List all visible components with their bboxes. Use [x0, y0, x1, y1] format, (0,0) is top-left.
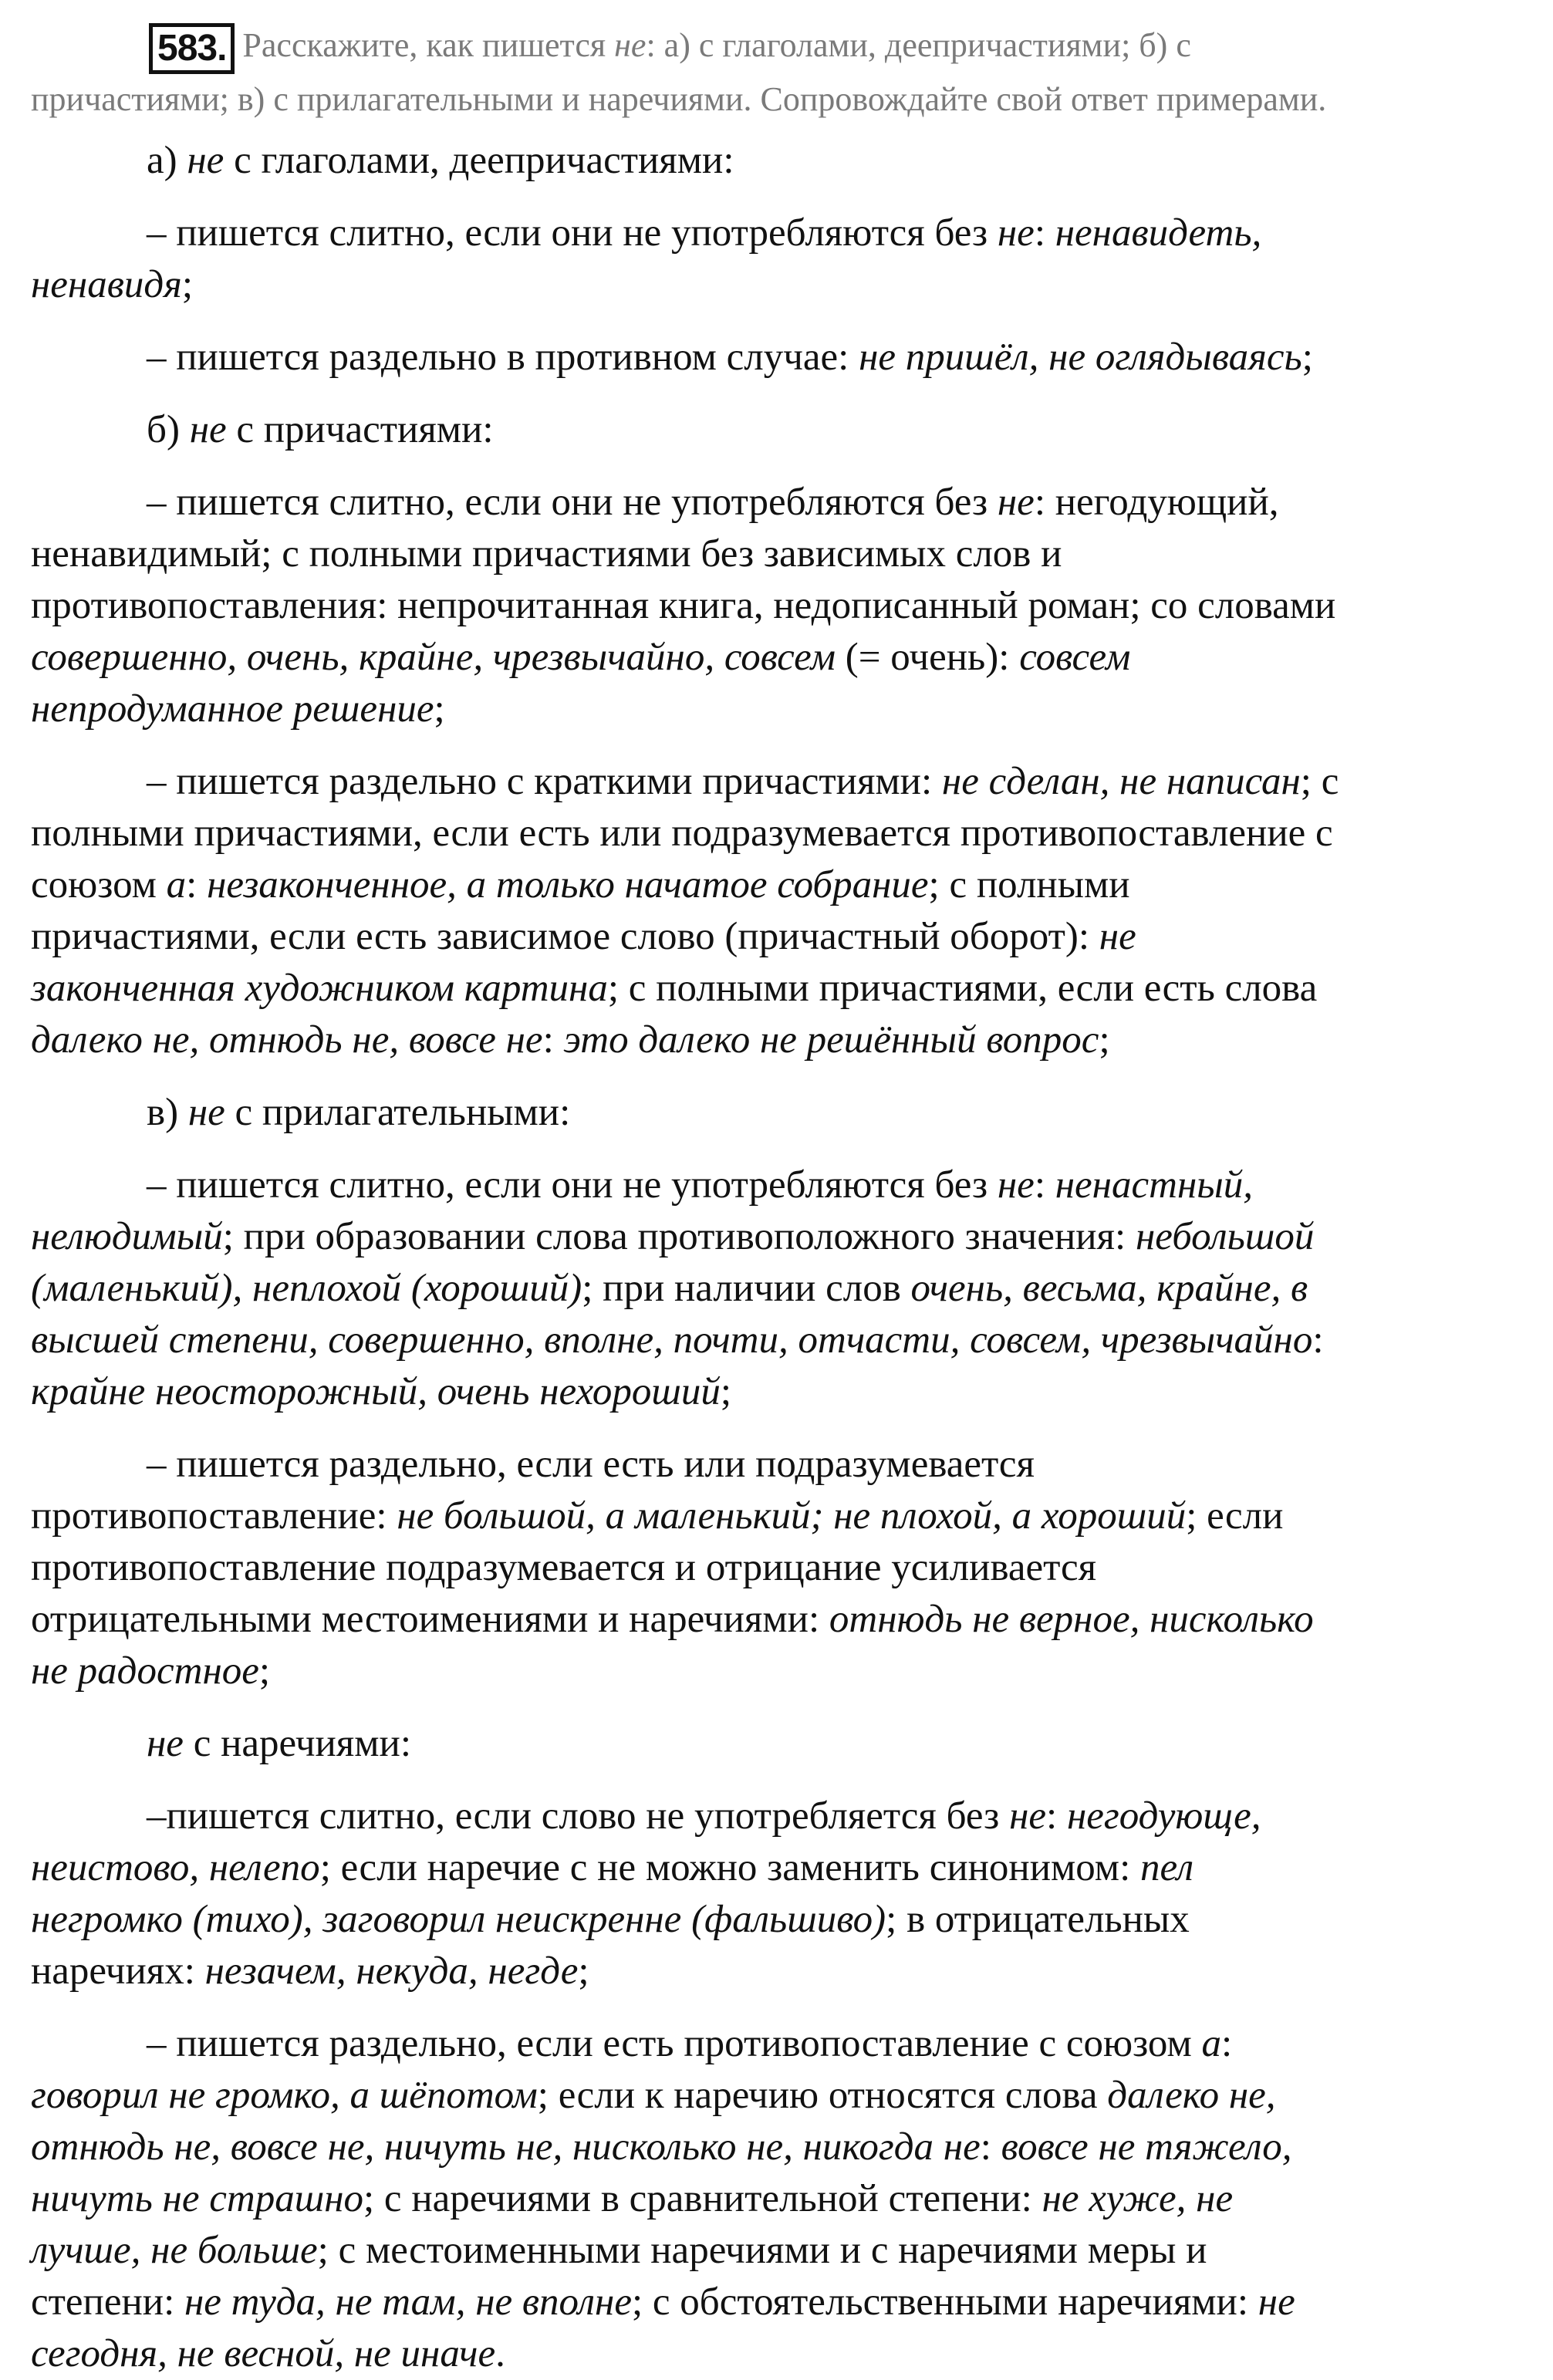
example-italic: высшей степени, совершенно, вполне, почти, отчасти, совсем, чрезвычайно	[31, 1318, 1313, 1362]
exercise-number: 583.	[149, 23, 235, 74]
text-segment: ; с наречиями в сравнительной степени:	[363, 2177, 1042, 2220]
text-segment: а)	[147, 139, 187, 182]
text-line	[31, 1718, 1543, 1770]
example-italic: законченная художником картина	[31, 967, 608, 1010]
text-segment: : а) с глаголами, деепричастиями; б) с	[646, 26, 1191, 64]
example-italic: отнюдь не верное, нисколько	[829, 1598, 1314, 1641]
text-segment: : негодующий,	[1034, 481, 1279, 524]
text-segment: ; при наличии слов	[582, 1267, 911, 1310]
text-line	[31, 2173, 1543, 2225]
text-segment: отрицательными местоимениями и наречиями:	[31, 1598, 829, 1641]
text-line	[31, 259, 1543, 311]
text-segment: ;	[434, 687, 445, 731]
exercise-task	[31, 17, 1543, 124]
text-segment: союзом	[31, 863, 167, 906]
text-line	[31, 963, 1543, 1014]
text-segment: – пишется слитно, если они не употребляются без	[147, 1163, 998, 1207]
example-italic: незачем, некуда, негде	[204, 1950, 579, 1993]
text-segment: ненавидимый; с полными причастиями без зависимых слов и	[31, 532, 1062, 576]
text-segment: наречиях:	[31, 1950, 205, 1993]
text-line	[31, 1946, 1543, 1997]
text-line	[31, 2122, 1543, 2173]
text-line	[31, 135, 1543, 187]
example-italic: говорил не громко, а шёпотом	[31, 2074, 538, 2117]
answer-text	[31, 135, 1543, 2380]
text-segment: ;	[181, 263, 194, 306]
text-line	[31, 2070, 1543, 2122]
example-italic: а	[1201, 2022, 1221, 2065]
paragraph	[31, 332, 1543, 383]
text-line	[31, 2328, 1543, 2380]
example-italic: далеко не, отнюдь не, вовсе не	[31, 1018, 543, 1062]
text-segment: противопоставление подразумевается и отрицание усиливается	[31, 1546, 1097, 1589]
example-italic: не	[997, 1163, 1035, 1207]
text-segment: ;	[578, 1950, 589, 1993]
text-line	[31, 1366, 1543, 1418]
text-line	[31, 911, 1543, 963]
example-italic: далеко не,	[1107, 2074, 1276, 2117]
text-line	[31, 1315, 1543, 1366]
example-italic: ничуть не страшно	[31, 2177, 364, 2220]
example-italic: не хуже, не	[1042, 2177, 1234, 2220]
text-line	[31, 632, 1543, 684]
text-line	[31, 1211, 1543, 1263]
example-italic: ненастный,	[1055, 1163, 1254, 1207]
paragraph	[31, 1791, 1543, 1997]
text-segment: – пишется слитно, если они не употребляются без	[147, 211, 998, 255]
text-segment: :	[1034, 211, 1055, 255]
text-segment: степени:	[31, 2280, 184, 2324]
text-segment: ; с полными причастиями, если есть слова	[607, 967, 1318, 1010]
text-segment: полными причастиями, если есть или подразумевается противопоставление с	[31, 812, 1333, 855]
text-segment: в)	[147, 1091, 188, 1134]
example-italic: не	[1099, 915, 1136, 958]
text-segment: – пишется раздельно, если есть или подразумевается	[147, 1443, 1035, 1486]
example-italic: не туда, не там, не вполне	[184, 2280, 632, 2324]
example-italic: вовсе не тяжело,	[1001, 2125, 1292, 2169]
text-line	[31, 580, 1543, 632]
example-italic: негодующе,	[1066, 1794, 1261, 1838]
paragraph	[31, 1439, 1543, 1697]
example-italic: не	[1009, 1794, 1047, 1838]
example-italic: не	[187, 1091, 225, 1134]
text-segment: ; с местоименными наречиями и с наречиями меры и	[317, 2229, 1207, 2272]
text-line	[31, 404, 1543, 456]
text-line	[31, 1490, 1543, 1542]
text-line	[31, 756, 1543, 808]
text-segment: с прилагательными:	[225, 1091, 571, 1134]
example-italic: (маленький), неплохой (хороший)	[31, 1267, 582, 1310]
text-segment: противопоставление:	[31, 1494, 397, 1538]
text-line	[31, 2277, 1543, 2328]
text-segment: причастиями; в) с прилагательными и наречиями. Сопровождайте свой ответ примерами.	[31, 80, 1327, 118]
text-line	[31, 1894, 1543, 1946]
example-italic: пел	[1140, 1846, 1194, 1889]
text-line	[31, 2225, 1543, 2277]
text-line	[31, 1439, 1543, 1490]
text-segment: с причастиями:	[226, 408, 494, 451]
paragraph	[31, 135, 1543, 187]
text-line	[31, 1014, 1543, 1066]
example-italic: небольшой	[1135, 1215, 1315, 1258]
example-italic: очень, весьма, крайне, в	[910, 1267, 1308, 1310]
text-segment: ; с	[1300, 760, 1339, 803]
text-segment: ;	[1099, 1018, 1110, 1062]
example-italic: не	[614, 26, 647, 64]
paragraph	[31, 1718, 1543, 1770]
example-italic: совсем	[1019, 636, 1131, 679]
text-segment: – пишется слитно, если они не употребляются без	[147, 481, 998, 524]
text-segment: :	[1034, 1163, 1055, 1207]
example-italic: не	[997, 481, 1035, 524]
example-italic: не	[997, 211, 1035, 255]
text-segment: –пишется слитно, если слово не употребляется без	[147, 1794, 1010, 1838]
text-line	[31, 684, 1543, 735]
text-line	[31, 74, 1543, 124]
paragraph	[31, 404, 1543, 456]
text-segment: ; если	[1186, 1494, 1284, 1538]
paragraph	[31, 2018, 1543, 2380]
text-segment: :	[186, 863, 208, 906]
paragraph	[31, 1087, 1543, 1139]
text-segment: ;	[258, 1649, 271, 1693]
text-line	[31, 1087, 1543, 1139]
text-segment: ; если наречие с не можно заменить синонимом:	[319, 1846, 1140, 1889]
example-italic: не сделан, не написан	[941, 760, 1301, 803]
text-line	[31, 2018, 1543, 2070]
text-segment: – пишется раздельно в противном случае:	[147, 336, 859, 379]
example-italic: не большой, а маленький; не плохой, а хороший	[397, 1494, 1187, 1538]
text-line	[31, 1646, 1543, 1697]
example-italic: не	[187, 139, 225, 182]
text-segment: ; в отрицательных	[886, 1898, 1190, 1941]
example-italic: неистово, нелепо	[31, 1846, 320, 1889]
text-line	[31, 1594, 1543, 1646]
text-segment: .	[495, 2332, 505, 2375]
example-italic: непродуманное решение	[31, 687, 434, 731]
example-italic: это далеко не решённый вопрос	[563, 1018, 1099, 1062]
text-segment: Расскажите, как пишется	[242, 26, 615, 64]
text-segment: :	[542, 1018, 564, 1062]
example-italic: негромко (тихо), заговорил неискренне (фальшиво)	[31, 1898, 886, 1941]
text-line	[31, 1160, 1543, 1211]
text-line	[31, 477, 1543, 528]
text-segment: :	[1312, 1318, 1324, 1362]
example-italic: отнюдь не, вовсе не, ничуть не, нисколько не, никогда не	[31, 2125, 981, 2169]
text-segment: ; если к наречию относятся слова	[537, 2074, 1108, 2117]
text-line	[31, 808, 1543, 859]
text-segment: ;	[720, 1370, 731, 1413]
text-segment: ; с обстоятельственными наречиями:	[631, 2280, 1258, 2324]
text-segment: – пишется раздельно, если есть противопоставление с союзом	[147, 2022, 1202, 2065]
example-italic: ненавидеть,	[1055, 211, 1262, 255]
example-italic: не радостное	[31, 1649, 259, 1693]
text-segment: – пишется раздельно с краткими причастиями:	[147, 760, 942, 803]
text-line	[31, 208, 1543, 259]
text-line	[31, 859, 1543, 911]
text-segment: б)	[147, 408, 190, 451]
example-italic: лучше, не больше	[31, 2229, 318, 2272]
example-italic: сегодня, не весной, не иначе	[31, 2332, 496, 2375]
text-segment: (= очень):	[836, 636, 1020, 679]
text-line	[31, 1263, 1543, 1315]
text-segment: :	[1046, 1794, 1067, 1838]
example-italic: незаконченное, а только начатое собрание	[207, 863, 929, 906]
text-segment: ; при образовании слова противоположного значения:	[222, 1215, 1136, 1258]
example-italic: а	[166, 863, 187, 906]
example-italic: совершенно, очень, крайне, чрезвычайно, совсем	[31, 636, 836, 679]
example-italic: нелюдимый	[31, 1215, 223, 1258]
text-segment: ; с полными	[928, 863, 1130, 906]
text-segment: :	[1221, 2022, 1233, 2065]
paragraph	[31, 477, 1543, 735]
text-segment: противопоставления: непрочитанная книга, недописанный роман; со словами	[31, 584, 1336, 627]
text-segment: :	[980, 2125, 1001, 2169]
text-segment: с наречиями:	[183, 1722, 412, 1765]
text-line	[31, 17, 1543, 74]
example-italic: не	[147, 1722, 184, 1765]
text-segment: с глаголами, деепричастиями:	[224, 139, 734, 182]
paragraph	[31, 208, 1543, 311]
text-segment: ;	[1301, 336, 1313, 379]
example-italic: не	[1258, 2280, 1295, 2324]
text-line	[31, 528, 1543, 580]
example-italic: не пришёл, не оглядываясь	[859, 336, 1302, 379]
example-italic: крайне неосторожный, очень нехороший	[31, 1370, 721, 1413]
paragraph	[31, 1160, 1543, 1418]
text-line	[31, 332, 1543, 383]
text-line	[31, 1842, 1543, 1894]
text-segment: причастиями, если есть зависимое слово (причастный оборот):	[31, 915, 1099, 958]
paragraph	[31, 756, 1543, 1066]
example-italic: ненавидя	[31, 263, 182, 306]
text-line	[31, 1542, 1543, 1594]
text-line	[31, 1791, 1543, 1842]
example-italic: не	[189, 408, 227, 451]
